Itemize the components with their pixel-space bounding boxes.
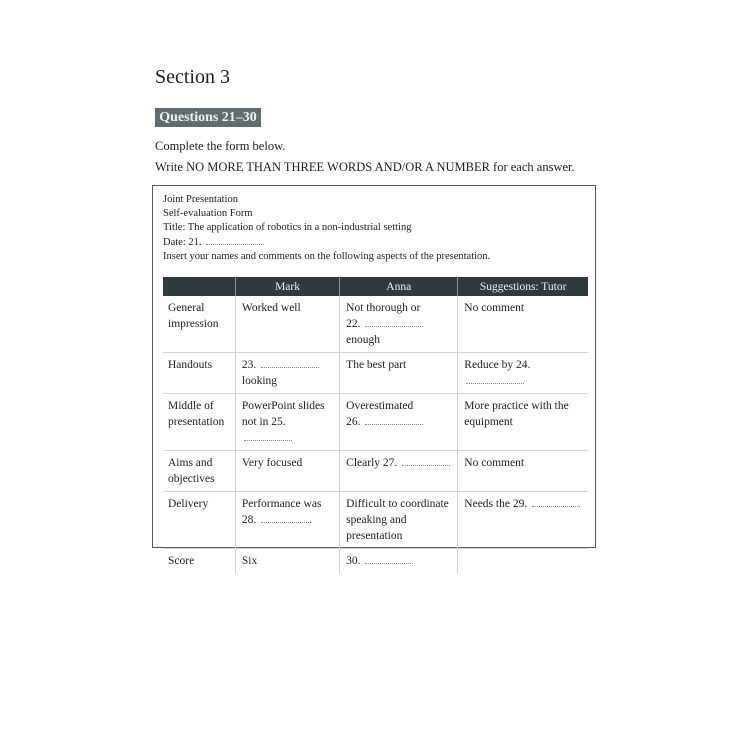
question-number: 22. [346,318,361,330]
mark-comment-blank-line [242,512,333,528]
aspect-label: Score [168,555,195,567]
mark-comment: Performance was [241,498,322,510]
instruction-word-limit: Write NO MORE THAN THREE WORDS AND/OR A NUMBER for each answer. [155,160,575,174]
aspect-label: Middle of [168,400,214,412]
tutor-cell [458,394,588,451]
aspect-cell [163,492,235,549]
answer-blank-27[interactable] [402,456,450,466]
anna-cell [340,296,458,353]
anna-cell [340,353,458,394]
answer-blank-26[interactable] [365,415,423,425]
answer-blank-28[interactable] [261,513,309,523]
tutor-comment: Reduce by 24. [464,359,531,371]
questions-badge: Questions 21–30 [155,108,261,127]
answer-blank-25[interactable] [244,431,292,441]
anna-comment: Not thorough or [346,302,421,314]
answer-blank-22[interactable] [365,317,423,327]
tutor-comment: More practice with the [464,400,569,412]
aspect-cell [163,451,235,492]
aspect-label: Handouts [168,359,213,371]
anna-comment: The best part [346,359,407,371]
table-row [163,394,588,451]
tutor-cell [458,451,588,492]
table-row [163,353,588,394]
table-row [163,296,588,353]
mark-cell [235,353,339,394]
column-header-aspect [163,277,235,296]
anna-comment-blank-line [346,553,451,569]
mark-comment: Very focused [241,457,303,469]
mark-comment: not in 25. [241,416,286,428]
answer-blank-21[interactable] [206,235,264,245]
mark-cell [235,492,339,549]
anna-cell [340,451,458,492]
tutor-comment: equipment [464,416,513,428]
anna-comment-blank-line [346,316,451,348]
table-row [163,549,588,574]
anna-comment: Clearly 27. [346,457,398,469]
anna-comment-blank-line [346,455,451,471]
mark-comment-blank-line [242,357,333,373]
tutor-cell [458,492,588,549]
anna-cell [340,394,458,451]
aspect-cell [163,549,235,574]
form-date-line [163,235,264,250]
anna-comment-suffix: enough [346,334,381,346]
tutor-cell [458,549,588,574]
mark-comment-blank-line [242,414,333,446]
question-number: 30. [346,555,361,567]
section-title: Section 3 [155,66,230,88]
form-insert-line: Insert your names and comments on the following aspects of the presentation. [163,251,491,262]
anna-comment: Difficult to coordinate [346,498,449,510]
mark-cell [235,451,339,492]
mark-comment: PowerPoint slides [241,400,325,412]
mark-comment: Six [241,555,258,567]
aspect-cell [163,353,235,394]
table-row [163,451,588,492]
evaluation-table [163,277,588,573]
question-number: 28. [241,514,257,526]
instruction-complete: Complete the form below. [155,139,286,153]
tutor-cell [458,296,588,353]
mark-comment: Worked well [241,302,301,314]
tutor-comment-blank-line [464,357,582,389]
column-header-mark: Mark [235,277,339,296]
tutor-comment: No comment [464,302,525,314]
aspect-label: Delivery [168,498,209,510]
mark-cell [235,296,339,353]
anna-comment-blank-line [346,414,451,430]
form-heading: Joint Presentation [163,194,238,205]
answer-blank-29[interactable] [532,497,580,507]
answer-blank-30[interactable] [365,554,413,564]
column-header-tutor: Suggestions: Tutor [458,277,588,296]
tutor-comment: No comment [464,457,525,469]
anna-comment: presentation [346,530,403,542]
aspect-label: objectives [168,473,215,485]
aspect-label: General [168,302,205,314]
aspect-label: presentation [168,416,225,428]
form-title-line: Title: The application of robotics in a non-industrial setting [163,222,412,233]
tutor-comment-blank-line [464,496,582,512]
tutor-comment: Needs the 29. [464,498,528,510]
date-label: Date: 21. [163,237,202,248]
question-number: 23. [241,359,257,371]
anna-cell [340,549,458,574]
mark-comment-suffix: . [309,514,313,526]
mark-comment: looking [241,375,278,387]
aspect-label: Aims and [168,457,213,469]
anna-comment: Overestimated [346,400,414,412]
form-subheading: Self-evaluation Form [163,208,253,219]
aspect-cell [163,394,235,451]
question-number: 26. [346,416,361,428]
table-header-row [163,277,588,296]
table-row [163,492,588,549]
aspect-cell [163,296,235,353]
answer-blank-24[interactable] [466,374,524,384]
answer-blank-23[interactable] [261,358,319,368]
aspect-label: impression [168,318,219,330]
mark-cell [235,394,339,451]
column-header-anna: Anna [340,277,458,296]
anna-cell [340,492,458,549]
mark-cell [235,549,339,574]
tutor-cell [458,353,588,394]
anna-comment: speaking and [346,514,407,526]
self-evaluation-form [152,185,596,567]
